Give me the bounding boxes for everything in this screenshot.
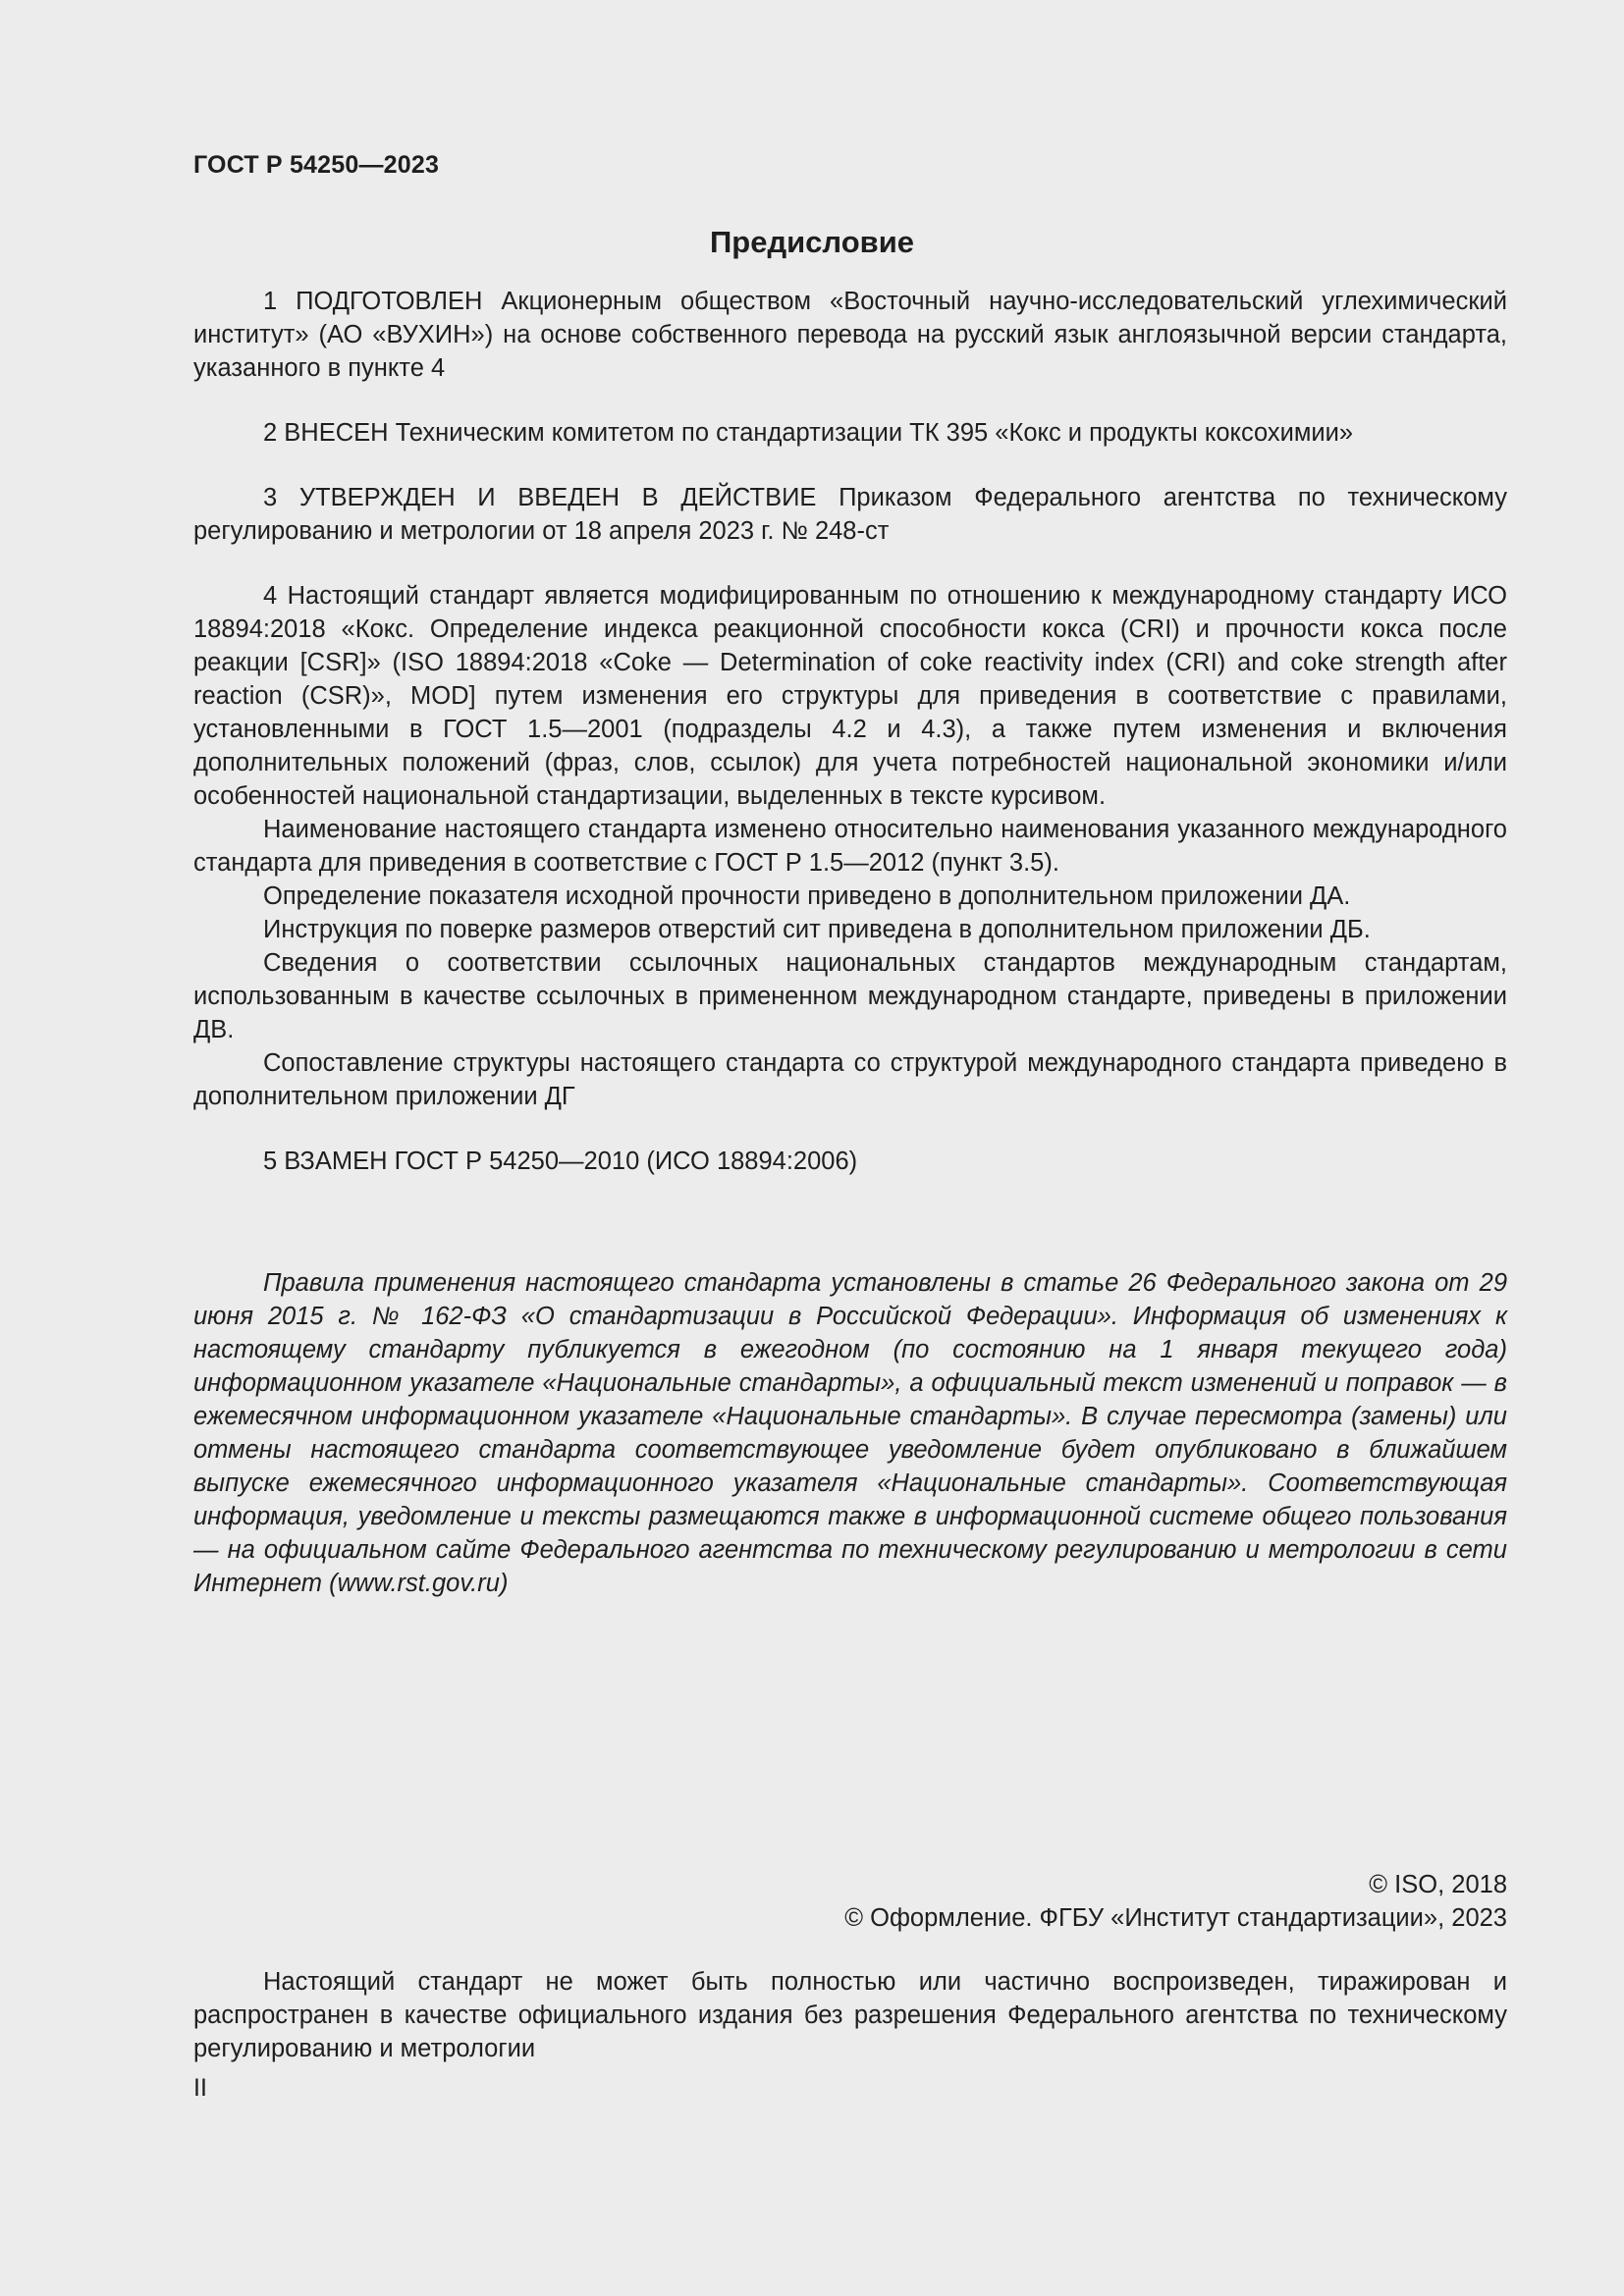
preface-item-4: 4 Настоящий стандарт является модифицированным по отношению к международному стандарту ИСО 18894:2018 «Кокс. Определение индекса реакционной способности кокса (CRI) и прочности кокса после реакции [CSR]» (ISO 18894:2018 «Coke — Determination of coke reactivity index (CRI) and coke strength after reaction (CSR)», MOD] путем изменения его структуры для приведения в соответствие с правилами, установленными в ГОСТ 1.5—2001 (подразделы 4.2 и 4.3), а также путем изменения и включения дополнительных положений (фраз, слов, ссылок) для учета потребностей национальной экономики и/или особенностей национальной стандартизации, выделенных в тексте курсивом. — [193, 582, 1507, 810]
preface-item-4-paragraph-6: Сопоставление структуры настоящего стандарта со структурой международного стандарта приведено в дополнительном приложении ДГ — [193, 1049, 1507, 1110]
preface-item-4-paragraph-5: Сведения о соответствии ссылочных национальных стандартов международным стандартам, использованным в качестве ссылочных в примененном международном стандарте, приведены в приложении ДВ. — [193, 949, 1507, 1043]
reproduction-notice-section — [193, 1965, 1507, 2065]
legal-notice-section — [193, 1266, 1507, 1600]
preface-item-4-paragraph-3: Определение показателя исходной прочности приведено в дополнительном приложении ДА. — [263, 882, 1351, 910]
page-number: II — [193, 2074, 207, 2102]
preface-item-5: 5 ВЗАМЕН ГОСТ Р 54250—2010 (ИСО 18894:2006) — [263, 1148, 858, 1175]
preface-item-2: 2 ВНЕСЕН Техническим комитетом по стандартизации ТК 395 «Кокс и продукты коксохимии» — [263, 419, 1354, 447]
preface-item-4-paragraph-4: Инструкция по поверке размеров отверстий сит приведена в дополнительном приложении ДБ. — [263, 916, 1371, 943]
standard-code-header: ГОСТ Р 54250—2023 — [193, 151, 440, 179]
preface-item-1: 1 ПОДГОТОВЛЕН Акционерным обществом «Восточный научно-исследовательский углехимический институт» (АО «ВУХИН») на основе собственного перевода на русский язык англоязычной версии стандарта, указанного в пункте 4 — [193, 288, 1507, 382]
page-title: Предисловие — [709, 225, 914, 259]
preface-item-3: 3 УТВЕРЖДЕН И ВВЕДЕН В ДЕЙСТВИЕ Приказом Федерального агентства по техническому регулированию и метрологии от 18 апреля 2023 г. № 248-ст — [193, 484, 1507, 545]
copyright-design: © Оформление. ФГБУ «Институт стандартизации», 2023 — [844, 1904, 1507, 1932]
preface-section — [193, 285, 1507, 1178]
legal-notice: Правила применения настоящего стандарта установлены в статье 26 Федерального закона от 29 июня 2015 г. № 162-ФЗ «О стандартизации в Российской Федерации». Информация об изменениях к настоящему стандарту публикуется в ежегодном (по состоянию на 1 января текущего года) информационном указателе «Национальные стандарты», а официальный текст изменений и поправок — в ежемесячном информационном указателе «Национальные стандарты». В случае пересмотра (замены) или отмены настоящего стандарта соответствующее уведомление будет опубликовано в ближайшем выпуске ежемесячного информационного указателя «Национальные стандарты». Соответствующая информация, уведомление и тексты размещаются также в информационной системе общего пользования — на официальном сайте Федерального агентства по техническому регулированию и метрологии в сети Интернет (www.rst.gov.ru) — [193, 1269, 1507, 1597]
copyright-iso: © ISO, 2018 — [1369, 1871, 1507, 1898]
copyright-block — [193, 1868, 1507, 1935]
reproduction-notice: Настоящий стандарт не может быть полностью или частично воспроизведен, тиражирован и распространен в качестве официального издания без разрешения Федерального агентства по техническому регулированию и метрологии — [193, 1968, 1507, 2062]
preface-item-4-paragraph-2: Наименование настоящего стандарта изменено относительно наименования указанного международного стандарта для приведения в соответствие с ГОСТ Р 1.5—2012 (пункт 3.5). — [193, 816, 1507, 877]
